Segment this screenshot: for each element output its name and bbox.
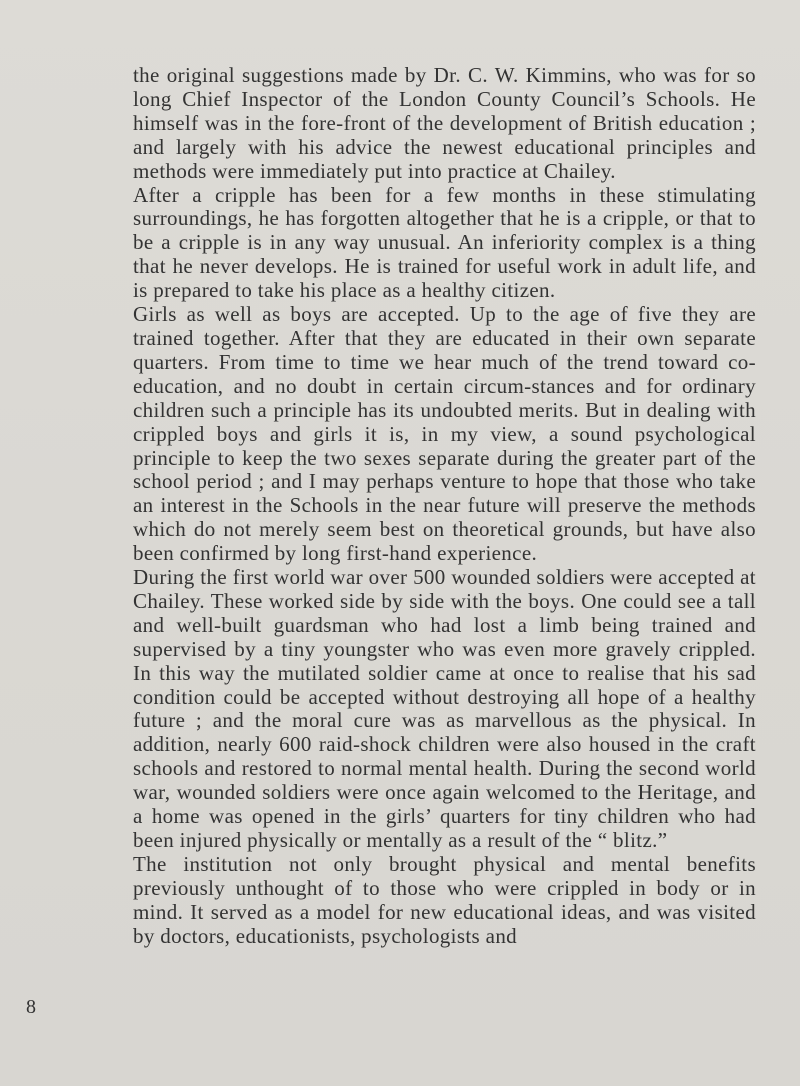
paragraph-4: During the first world war over 500 wounded soldiers were accepted at Chailey. These worked side by side with the boys. One could see a tall and well-built guardsman who had lost a limb being trained and supervised by a tiny youngster who was even more gravely crippled. In this way the mutilated soldier came at once to realise that his sad condition could be accepted without destroying all hope of a healthy future ; and the moral cure was as marvellous as the physical. In addition, nearly 600 raid-shock children were also housed in the craft schools and restored to normal mental health. During the second world war, wounded soldiers were once again welcomed to the Heritage, and a home was opened in the girls’ quarters for tiny children who had been injured physically or mentally as a result of the “ blitz.” bbox=[133, 565, 756, 852]
paragraph-1: the original suggestions made by Dr. C. W. Kimmins, who was for so long Chief Inspector of the London County Council’s Schools. He himself was in the fore-front of the development of British education ; and largely with his advice the newest educational principles and methods were immediately put into practice at Chailey. bbox=[133, 63, 756, 183]
paragraph-2: After a cripple has been for a few months in these stimulating surroundings, he has forgotten altogether that he is a cripple, or that to be a cripple is in any way unusual. An inferiority complex is a thing that he never develops. He is trained for useful work in adult life, and is prepared to take his place as a healthy citizen. bbox=[133, 182, 756, 303]
body-text bbox=[133, 64, 756, 949]
paragraph-5: The institution not only brought physical and mental benefits previously unthought of to those who were crippled in body or in mind. It served as a model for new educational ideas, and was visited by doctors, educationists, psychologists and bbox=[133, 851, 756, 948]
paragraph-3: Girls as well as boys are accepted. Up to the age of five they are trained together. After that they are educated in their own separate quarters. From time to time we hear much of the trend toward co-education, and no doubt in certain circum-stances and for ordinary children such a principle has its undoubted merits. But in dealing with crippled boys and girls it is, in my view, a sound psychological principle to keep the two sexes separate during the greater part of the school period ; and I may perhaps venture to hope that those who take an interest in the Schools in the near future will preserve the methods which do not merely seem best on theoretical grounds, but have also been confirmed by long first-hand experience. bbox=[133, 302, 756, 566]
page-number: 8 bbox=[26, 996, 36, 1018]
